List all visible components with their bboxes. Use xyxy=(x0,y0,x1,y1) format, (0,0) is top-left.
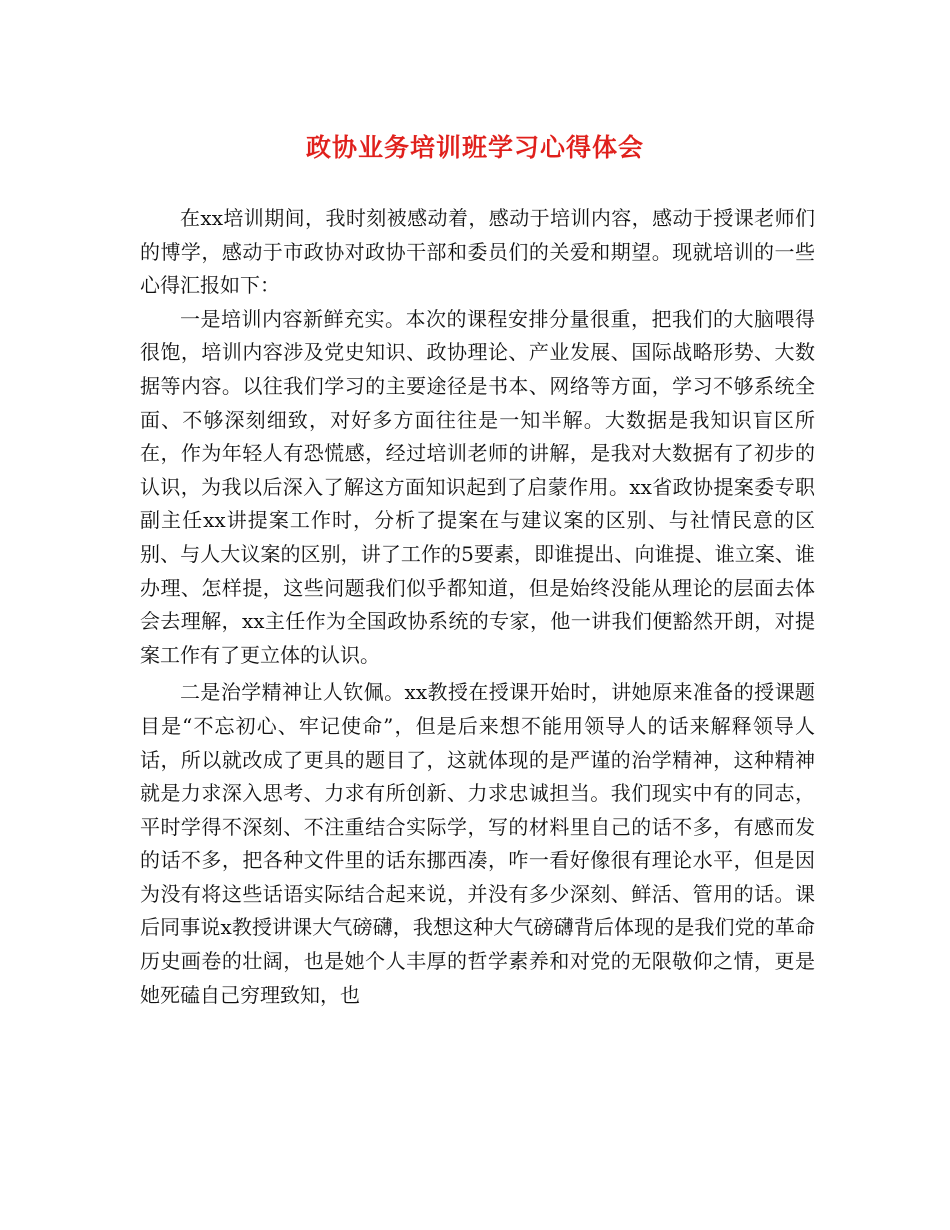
document-title: 政协业务培训班学习心得体会 xyxy=(305,133,644,162)
document-body xyxy=(140,202,815,1012)
paragraph-point-two: 二是治学精神让人钦佩。xx教授在授课开始时，讲她原来准备的授课题目是“不忘初心、牢记使命”，但是后来想不能用领导人的话来解释领导人话，所以就改成了更具的题目了，这就体现的是严谨的治学精神，这种精神就是力求深入思考、力求有所创新、力求忠诚担当。我们现实中有的同志，平时学得不深刻、不注重结合实际学，写的材料里自己的话不多，有感而发的话不多，把各种文件里的话东挪西凑，咋一看好像很有理论水平，但是因为没有将这些话语实际结合起来说，并没有多少深刻、鲜活、管用的话。课后同事说x教授讲课大气磅礴，我想这种大气磅礴背后体现的是我们党的革命历史画卷的壮阔，也是她个人丰厚的哲学素养和对党的无限敬仰之情，更是她死磕自己穷理致知，也 xyxy=(140,680,815,1007)
paragraph-point-one: 一是培训内容新鲜充实。本次的课程安排分量很重，把我们的大脑喂得很饱，培训内容涉及党史知识、政协理论、产业发展、国际战略形势、大数据等内容。以往我们学习的主要途径是书本、网络等方面，学习不够系统全面、不够深刻细致，对好多方面往往是一知半解。大数据是我知识盲区所在，作为年轻人有恐慌感，经过培训老师的讲解，是我对大数据有了初步的认识，为我以后深入了解这方面知识起到了启蒙作用。xx省政协提案委专职副主任xx讲提案工作时，分析了提案在与建议案的区别、与社情民意的区别、与人大议案的区别，讲了工作的5要素，即谁提出、向谁提、谁立案、谁办理、怎样提，这些问题我们似乎都知道，但是始终没能从理论的层面去体会去理解，xx主任作为全国政协系统的专家，他一讲我们便豁然开朗，对提案工作有了更立体的认识。 xyxy=(140,306,815,667)
paragraph-intro: 在xx培训期间，我时刻被感动着，感动于培训内容，感动于授课老师们的博学，感动于市政协对政协干部和委员们的关爱和期望。现就培训的一些心得汇报如下： xyxy=(140,206,815,298)
